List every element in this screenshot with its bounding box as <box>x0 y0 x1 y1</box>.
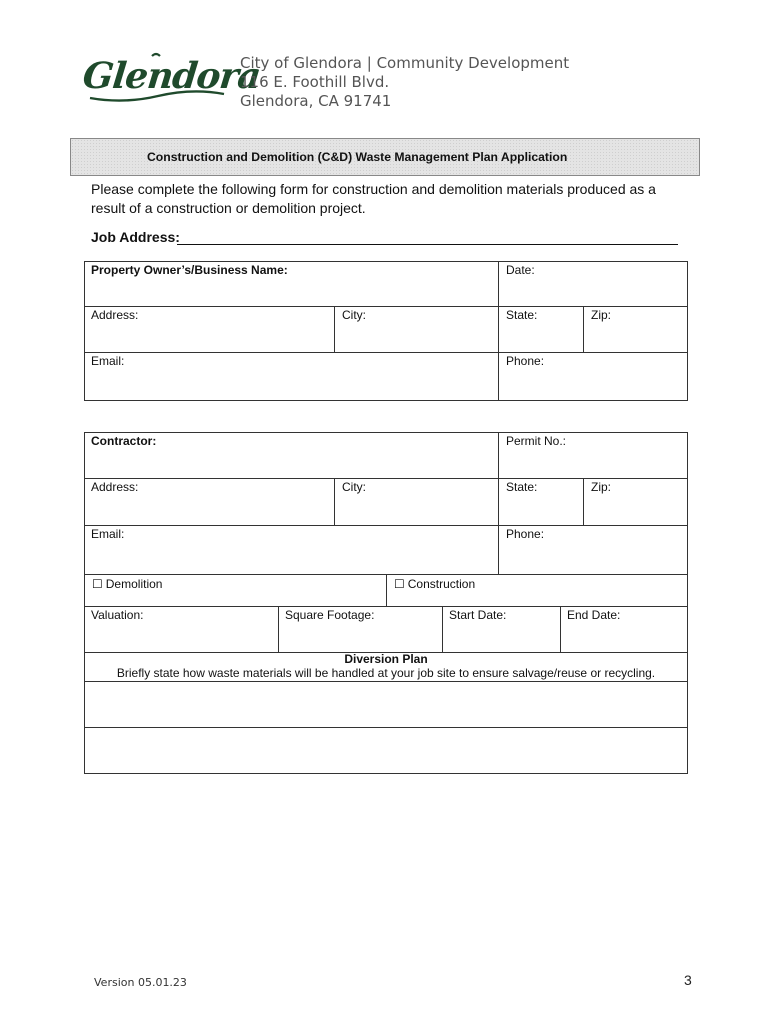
valuation-field[interactable] <box>86 623 276 650</box>
divider <box>84 478 688 479</box>
contractor-zip-field[interactable] <box>585 495 686 523</box>
contractor-state-field[interactable] <box>500 495 581 523</box>
job-address-label: Job Address: <box>91 229 180 245</box>
form-title: Construction and Demolition (C&D) Waste Management Plan Application <box>147 150 568 164</box>
construction-label: Construction <box>407 577 476 591</box>
form-title-banner <box>70 138 700 176</box>
divider <box>84 306 688 307</box>
owner-email-label: Email: <box>91 354 125 368</box>
org-street: 116 E. Foothill Blvd. <box>240 73 390 91</box>
owner-city-label: City: <box>342 308 366 322</box>
diversion-plan-instructions: Briefly state how waste materials will be handled at your job site to ensure salvage/reuse or recycling. <box>116 666 656 680</box>
owner-zip-label: Zip: <box>591 308 612 322</box>
contractor-phone-label: Phone: <box>506 527 545 541</box>
owner-date-field[interactable] <box>500 278 686 304</box>
org-name: City of Glendora | Community Development <box>240 54 570 72</box>
contractor-name-label: Contractor: <box>91 434 157 448</box>
permit-number-field[interactable] <box>500 449 686 476</box>
contractor-city-label: City: <box>342 480 366 494</box>
contractor-email-label: Email: <box>91 527 125 541</box>
owner-date-label: Date: <box>506 263 535 277</box>
owner-phone-label: Phone: <box>506 354 545 368</box>
divider <box>442 606 443 652</box>
owner-name-field[interactable] <box>86 278 496 304</box>
job-address-field[interactable] <box>177 244 678 245</box>
contractor-city-field[interactable] <box>336 495 496 523</box>
demolition-option[interactable] <box>92 577 162 591</box>
org-city: Glendora, CA 91741 <box>240 92 392 110</box>
svg-text:Glendora: Glendora <box>80 54 263 97</box>
divider <box>84 681 688 682</box>
owner-city-field[interactable] <box>336 323 496 350</box>
organization-info <box>240 54 569 111</box>
divider <box>583 306 584 352</box>
divider <box>84 525 688 526</box>
divider <box>278 606 279 652</box>
owner-address-field[interactable] <box>86 323 332 350</box>
contractor-phone-field[interactable] <box>500 542 686 572</box>
square-footage-label: Square Footage: <box>285 608 375 622</box>
owner-state-label: State: <box>506 308 538 322</box>
owner-phone-field[interactable] <box>500 369 686 399</box>
divider <box>498 432 499 574</box>
contractor-zip-label: Zip: <box>591 480 612 494</box>
owner-address-label: Address: <box>91 308 139 322</box>
construction-option[interactable] <box>394 577 475 591</box>
diversion-plan-field-1[interactable] <box>86 683 686 726</box>
diversion-plan-field-2[interactable] <box>86 729 686 772</box>
diversion-plan-title: Diversion Plan <box>344 652 428 666</box>
start-date-field[interactable] <box>444 623 558 650</box>
square-footage-field[interactable] <box>280 623 440 650</box>
intro-text: Please complete the following form for construction and demolition materials produced as a result of a construction or demolition project. <box>91 181 656 216</box>
divider <box>84 727 688 728</box>
owner-email-field[interactable] <box>86 369 496 399</box>
owner-name-label: Property Owner’s/Business Name: <box>91 263 288 277</box>
demolition-label: Demolition <box>105 577 163 591</box>
contractor-address-label: Address: <box>91 480 139 494</box>
contractor-email-field[interactable] <box>86 542 496 572</box>
owner-state-field[interactable] <box>500 323 581 350</box>
start-date-label: Start Date: <box>449 608 507 622</box>
divider <box>560 606 561 652</box>
divider <box>84 606 688 607</box>
divider <box>386 574 387 606</box>
divider <box>583 478 584 525</box>
divider <box>334 478 335 525</box>
permit-number-label: Permit No.: <box>506 434 567 448</box>
page-number: 3 <box>684 972 692 988</box>
valuation-label: Valuation: <box>91 608 144 622</box>
contractor-address-field[interactable] <box>86 495 332 523</box>
owner-zip-field[interactable] <box>585 323 686 350</box>
version-label: Version 05.01.23 <box>94 976 187 989</box>
demolition-checkbox[interactable]: ☐ <box>92 577 103 591</box>
contractor-name-field[interactable] <box>86 449 496 476</box>
divider <box>84 352 688 353</box>
divider <box>498 261 499 401</box>
end-date-label: End Date: <box>567 608 621 622</box>
construction-checkbox[interactable]: ☐ <box>394 577 405 591</box>
end-date-field[interactable] <box>562 623 686 650</box>
glendora-logo <box>80 48 263 110</box>
contractor-state-label: State: <box>506 480 538 494</box>
divider <box>334 306 335 352</box>
